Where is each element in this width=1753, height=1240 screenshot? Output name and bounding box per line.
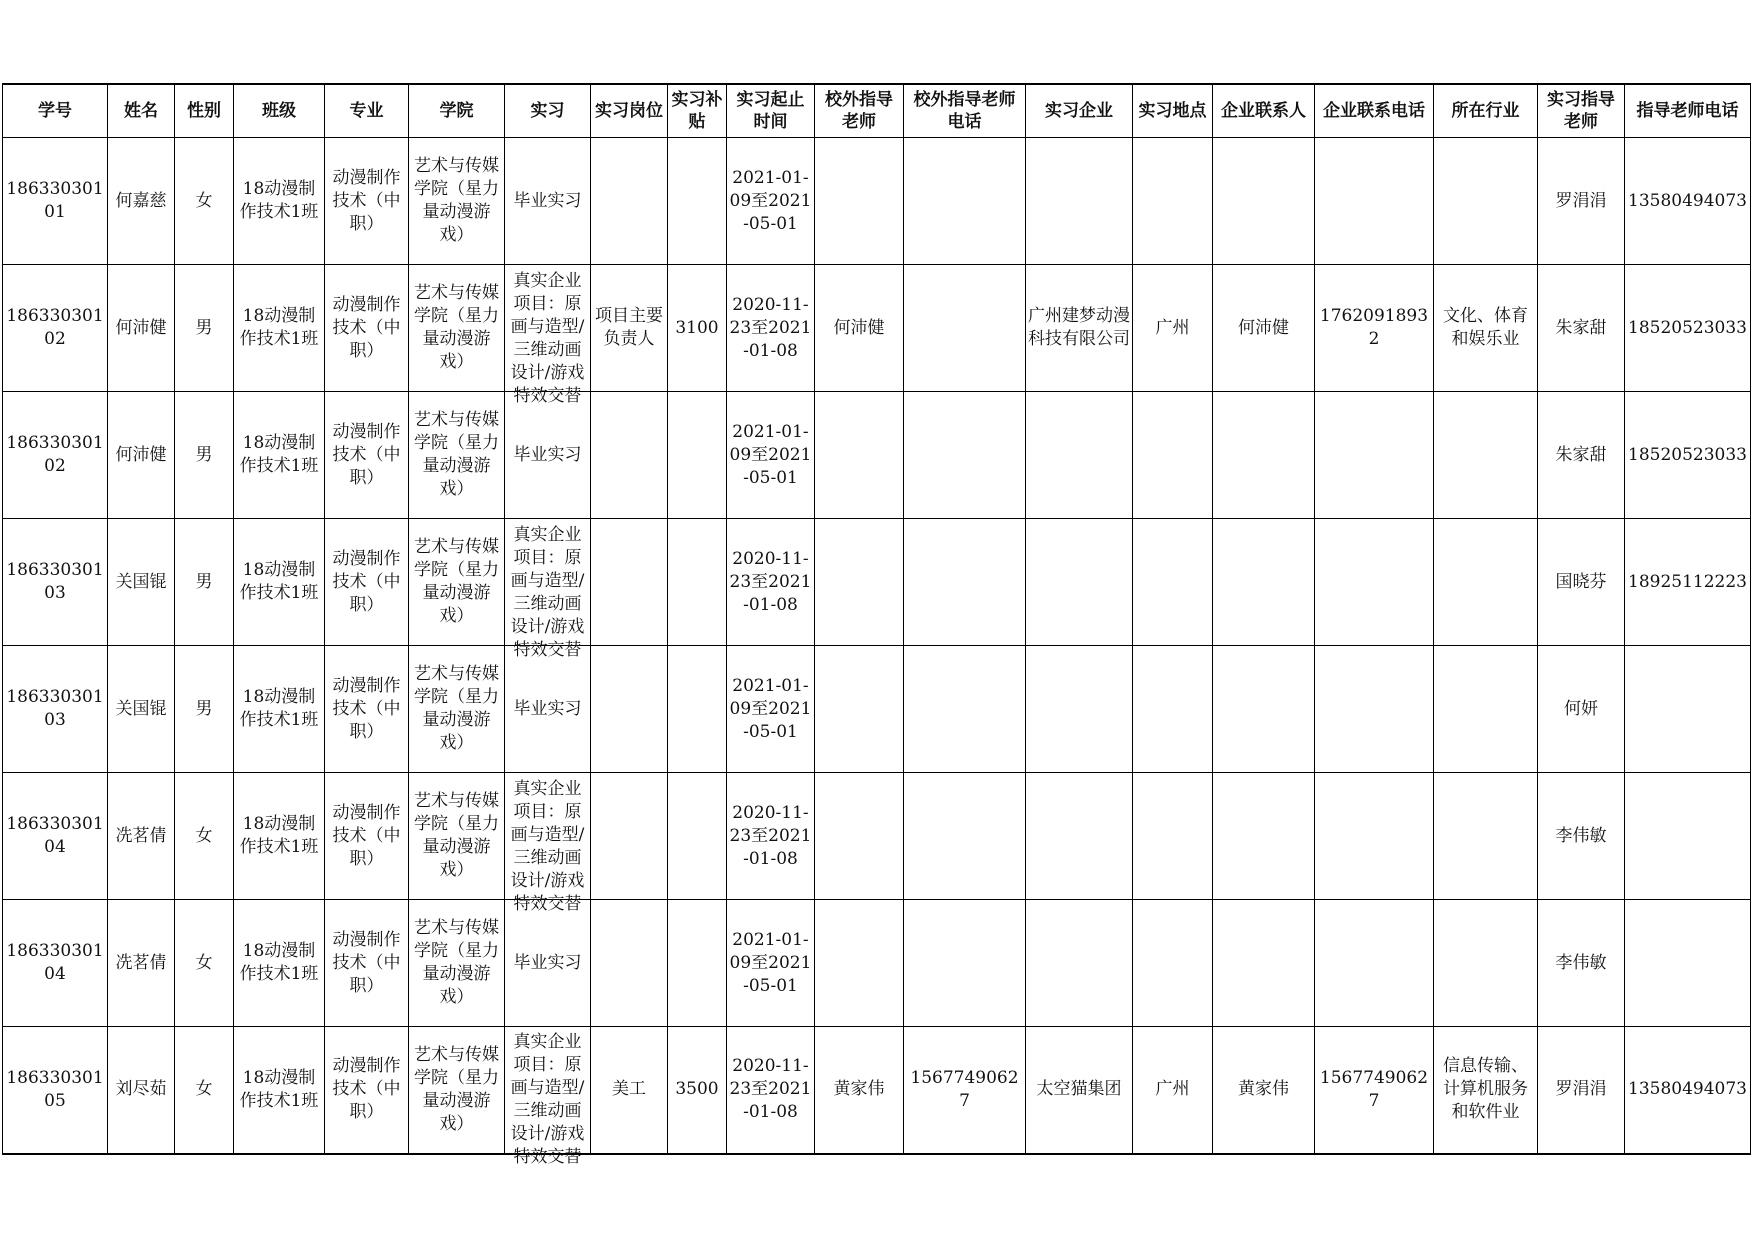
cell-text: 真实企业项目：原画与造型/三维动画设计/游戏特效交替 bbox=[510, 778, 585, 914]
table-row bbox=[3, 646, 1751, 773]
cell-text: 18633030105 bbox=[6, 1067, 104, 1111]
table-cell bbox=[505, 900, 591, 1027]
table-cell bbox=[591, 1027, 668, 1154]
table-row bbox=[3, 138, 1751, 265]
table-cell bbox=[1434, 773, 1538, 900]
cell-text: 广州 bbox=[1155, 1079, 1190, 1100]
cell-text: 罗涓涓 bbox=[1555, 1079, 1607, 1100]
cell-text: 冼茗倩 bbox=[115, 825, 167, 846]
table-cell bbox=[1625, 138, 1751, 265]
cell-text: 真实企业项目：原画与造型/三维动画设计/游戏特效交替 bbox=[510, 1032, 585, 1168]
column-header: 学号 bbox=[3, 84, 108, 138]
table-cell bbox=[591, 900, 668, 1027]
cell-text: 18633030101 bbox=[6, 179, 104, 222]
table-cell bbox=[1538, 1027, 1625, 1154]
cell-text: 女 bbox=[195, 190, 213, 211]
table-cell bbox=[591, 265, 668, 392]
cell-text: 真实企业项目：原画与造型/三维动画设计/游戏特效交替 bbox=[510, 270, 585, 406]
table-cell bbox=[175, 646, 234, 773]
cell-text: 广州建梦动漫科技有限公司 bbox=[1028, 306, 1130, 349]
table-cell bbox=[1213, 138, 1315, 265]
column-header: 实习指导老师 bbox=[1538, 84, 1625, 138]
table-cell bbox=[815, 646, 904, 773]
table-cell bbox=[3, 519, 108, 646]
table-cell bbox=[409, 900, 505, 1027]
cell-text: 关国锟 bbox=[115, 571, 167, 592]
table-cell bbox=[1434, 138, 1538, 265]
cell-text: 艺术与传媒学院（星力量动漫游戏） bbox=[414, 410, 499, 499]
cell-text: 18动漫制作技术1班 bbox=[239, 179, 319, 222]
cell-text: 18动漫制作技术1班 bbox=[239, 814, 319, 857]
cell-text: 艺术与传媒学院（星力量动漫游戏） bbox=[414, 283, 499, 372]
column-header: 校外指导老师 bbox=[815, 84, 904, 138]
table-cell bbox=[1315, 900, 1434, 1027]
table-cell bbox=[409, 392, 505, 519]
table-cell bbox=[727, 646, 815, 773]
table-cell bbox=[505, 773, 591, 914]
cell-text: 18动漫制作技术1班 bbox=[239, 687, 319, 730]
cell-text: 3100 bbox=[675, 317, 719, 338]
cell-text: 13580494073 bbox=[1628, 1079, 1747, 1100]
column-header: 企业联系电话 bbox=[1315, 84, 1434, 138]
table-cell bbox=[1315, 1027, 1434, 1154]
column-header: 企业联系人 bbox=[1213, 84, 1315, 138]
table-cell bbox=[1133, 138, 1213, 265]
cell-text: 朱家甜 bbox=[1555, 444, 1607, 465]
table-cell bbox=[1315, 265, 1434, 392]
table-cell bbox=[815, 900, 904, 1027]
table-cell bbox=[1538, 392, 1625, 519]
table-cell bbox=[1538, 900, 1625, 1027]
table-cell bbox=[3, 646, 108, 773]
table-header bbox=[3, 84, 1751, 138]
table-cell bbox=[1434, 646, 1538, 773]
cell-text: 毕业实习 bbox=[513, 190, 582, 211]
table-cell bbox=[325, 773, 409, 900]
table-cell bbox=[815, 138, 904, 265]
table-cell bbox=[409, 265, 505, 392]
table-cell bbox=[1315, 138, 1434, 265]
cell-text: 毕业实习 bbox=[513, 698, 582, 719]
cell-text: 17620918932 bbox=[1319, 306, 1429, 349]
table-cell bbox=[234, 392, 325, 519]
table-cell bbox=[1213, 900, 1315, 1027]
cell-text: 男 bbox=[195, 698, 213, 719]
table-cell bbox=[591, 519, 668, 646]
table-cell bbox=[904, 392, 1026, 519]
column-header: 指导老师电话 bbox=[1625, 84, 1751, 138]
table-cell bbox=[727, 265, 815, 392]
table-cell bbox=[108, 900, 175, 1027]
table-cell bbox=[234, 138, 325, 265]
cell-text: 美工 bbox=[612, 1079, 646, 1100]
table-cell bbox=[815, 392, 904, 519]
table-cell bbox=[175, 392, 234, 519]
table-cell bbox=[409, 773, 505, 900]
table-cell bbox=[1213, 519, 1315, 646]
table-cell bbox=[175, 773, 234, 900]
cell-text: 动漫制作技术（中职） bbox=[332, 548, 401, 615]
cell-text: 艺术与传媒学院（星力量动漫游戏） bbox=[414, 537, 499, 626]
table-cell bbox=[409, 138, 505, 265]
table-cell bbox=[325, 1027, 409, 1154]
table-cell bbox=[108, 773, 175, 900]
column-header: 校外指导老师电话 bbox=[904, 84, 1026, 138]
table-cell bbox=[325, 646, 409, 773]
cell-text: 项目主要负责人 bbox=[595, 306, 663, 349]
table-cell bbox=[1315, 392, 1434, 519]
table-row bbox=[3, 392, 1751, 519]
cell-text: 2021-01-09至2021-05-01 bbox=[729, 167, 812, 234]
cell-text: 广州 bbox=[1155, 317, 1190, 338]
table-cell bbox=[325, 265, 409, 392]
table-cell bbox=[175, 265, 234, 392]
table-cell bbox=[3, 138, 108, 265]
table-cell bbox=[1133, 392, 1213, 519]
cell-text: 18动漫制作技术1班 bbox=[239, 306, 319, 349]
table-cell bbox=[1026, 519, 1133, 646]
table-cell bbox=[1434, 1027, 1538, 1154]
table-cell bbox=[108, 392, 175, 519]
table-cell bbox=[1315, 519, 1434, 646]
table-cell bbox=[1133, 900, 1213, 1027]
cell-text: 18633030104 bbox=[6, 814, 104, 857]
table-cell bbox=[108, 646, 175, 773]
column-header: 性别 bbox=[175, 84, 234, 138]
table-cell bbox=[325, 519, 409, 646]
table-cell bbox=[1133, 519, 1213, 646]
column-header: 所在行业 bbox=[1434, 84, 1538, 138]
table-row bbox=[3, 519, 1751, 646]
table-cell bbox=[1213, 1027, 1315, 1154]
table-row bbox=[3, 1027, 1751, 1154]
column-header: 实习 bbox=[505, 84, 591, 138]
table-cell bbox=[409, 646, 505, 773]
cell-text: 2021-01-09至2021-05-01 bbox=[729, 421, 812, 488]
cell-text: 何沛健 bbox=[1238, 317, 1289, 338]
table-cell bbox=[1538, 138, 1625, 265]
cell-text: 男 bbox=[195, 317, 213, 338]
cell-text: 18动漫制作技术1班 bbox=[239, 1067, 319, 1111]
cell-text: 女 bbox=[195, 1079, 213, 1100]
table-cell bbox=[1133, 773, 1213, 900]
cell-text: 冼茗倩 bbox=[115, 952, 167, 973]
table-cell bbox=[1625, 773, 1751, 900]
table-cell bbox=[234, 265, 325, 392]
cell-text: 动漫制作技术（中职） bbox=[332, 421, 401, 488]
cell-text: 18动漫制作技术1班 bbox=[239, 433, 319, 476]
table-cell bbox=[1538, 646, 1625, 773]
table-cell bbox=[1538, 519, 1625, 646]
cell-text: 2020-11-23至2021-01-08 bbox=[729, 294, 812, 361]
table-cell bbox=[668, 646, 727, 773]
table-cell bbox=[1026, 392, 1133, 519]
column-header: 姓名 bbox=[108, 84, 175, 138]
table-cell bbox=[234, 519, 325, 646]
table-cell bbox=[815, 519, 904, 646]
table-row bbox=[3, 265, 1751, 392]
cell-text: 罗涓涓 bbox=[1555, 190, 1607, 211]
table-cell bbox=[1434, 519, 1538, 646]
table-cell bbox=[727, 519, 815, 646]
column-header: 班级 bbox=[234, 84, 325, 138]
cell-text: 15677490627 bbox=[910, 1067, 1019, 1111]
cell-text: 艺术与传媒学院（星力量动漫游戏） bbox=[414, 664, 499, 753]
cell-text: 18633030103 bbox=[6, 560, 104, 603]
table-cell bbox=[1625, 646, 1751, 773]
column-header: 实习企业 bbox=[1026, 84, 1133, 138]
table-cell bbox=[505, 265, 591, 406]
cell-text: 2021-01-09至2021-05-01 bbox=[729, 675, 812, 742]
table-cell bbox=[1213, 265, 1315, 392]
cell-text: 艺术与传媒学院（星力量动漫游戏） bbox=[414, 156, 499, 245]
cell-text: 艺术与传媒学院（星力量动漫游戏） bbox=[414, 1044, 499, 1134]
table-cell bbox=[108, 265, 175, 392]
cell-text: 何沛健 bbox=[115, 317, 167, 338]
table-cell bbox=[668, 138, 727, 265]
table-cell bbox=[668, 392, 727, 519]
cell-text: 信息传输、计算机服务和软件业 bbox=[1443, 1056, 1528, 1123]
cell-text: 18动漫制作技术1班 bbox=[239, 941, 319, 984]
cell-text: 何妍 bbox=[1564, 698, 1598, 719]
cell-text: 黄家伟 bbox=[833, 1079, 885, 1100]
table-cell bbox=[591, 138, 668, 265]
table-cell bbox=[1625, 519, 1751, 646]
table-cell bbox=[409, 519, 505, 646]
table-cell bbox=[1213, 646, 1315, 773]
cell-text: 何沛健 bbox=[115, 444, 167, 465]
table-cell bbox=[727, 900, 815, 1027]
cell-text: 动漫制作技术（中职） bbox=[332, 167, 401, 234]
cell-text: 李伟敏 bbox=[1555, 825, 1607, 846]
table-cell bbox=[325, 900, 409, 1027]
column-header: 实习起止时间 bbox=[727, 84, 815, 138]
table-cell bbox=[108, 1027, 175, 1154]
table-cell bbox=[904, 265, 1026, 392]
cell-text: 关国锟 bbox=[115, 698, 167, 719]
cell-text: 18633030102 bbox=[6, 306, 104, 349]
table-cell bbox=[409, 1027, 505, 1154]
cell-text: 毕业实习 bbox=[513, 444, 582, 465]
table-cell bbox=[904, 900, 1026, 1027]
table-cell bbox=[1625, 900, 1751, 1027]
cell-text: 18633030104 bbox=[6, 941, 104, 984]
table-cell bbox=[1133, 265, 1213, 392]
table-cell bbox=[234, 646, 325, 773]
cell-text: 动漫制作技术（中职） bbox=[332, 929, 401, 996]
table-cell bbox=[1538, 265, 1625, 392]
table-cell bbox=[727, 138, 815, 265]
cell-text: 毕业实习 bbox=[513, 952, 582, 973]
table-cell bbox=[3, 392, 108, 519]
cell-text: 动漫制作技术（中职） bbox=[332, 802, 401, 869]
cell-text: 3500 bbox=[675, 1079, 719, 1100]
table-cell bbox=[108, 519, 175, 646]
table-cell bbox=[505, 1027, 591, 1168]
table-cell bbox=[591, 646, 668, 773]
cell-text: 2020-11-23至2021-01-08 bbox=[729, 1056, 812, 1123]
cell-text: 18925112223 bbox=[1628, 571, 1747, 592]
table-cell bbox=[727, 392, 815, 519]
cell-text: 男 bbox=[195, 444, 213, 465]
table-cell bbox=[668, 773, 727, 900]
table-cell bbox=[904, 519, 1026, 646]
cell-text: 文化、体育和娱乐业 bbox=[1443, 306, 1528, 349]
column-header: 实习补贴 bbox=[668, 84, 727, 138]
table-cell bbox=[1213, 773, 1315, 900]
cell-text: 18动漫制作技术1班 bbox=[239, 560, 319, 603]
cell-text: 何沛健 bbox=[833, 317, 885, 338]
table-cell bbox=[668, 900, 727, 1027]
table-cell bbox=[1625, 265, 1751, 392]
cell-text: 2021-01-09至2021-05-01 bbox=[729, 929, 812, 996]
cell-text: 动漫制作技术（中职） bbox=[332, 294, 401, 361]
table-cell bbox=[1026, 646, 1133, 773]
table-cell bbox=[904, 646, 1026, 773]
cell-text: 艺术与传媒学院（星力量动漫游戏） bbox=[414, 918, 499, 1007]
table-cell bbox=[175, 138, 234, 265]
cell-text: 13580494073 bbox=[1628, 190, 1747, 211]
table-cell bbox=[234, 773, 325, 900]
table-cell bbox=[1434, 900, 1538, 1027]
cell-text: 动漫制作技术（中职） bbox=[332, 1056, 401, 1123]
table-cell bbox=[505, 138, 591, 265]
table-row bbox=[3, 773, 1751, 900]
table-cell bbox=[3, 265, 108, 392]
column-header: 专业 bbox=[325, 84, 409, 138]
table-cell bbox=[1026, 773, 1133, 900]
table-cell bbox=[815, 1027, 904, 1154]
table-cell bbox=[3, 1027, 108, 1154]
cell-text: 黄家伟 bbox=[1238, 1079, 1289, 1100]
table-cell bbox=[1133, 646, 1213, 773]
cell-text: 刘尽茹 bbox=[115, 1079, 167, 1100]
table-cell bbox=[1315, 773, 1434, 900]
table-cell bbox=[3, 773, 108, 900]
cell-text: 动漫制作技术（中职） bbox=[332, 675, 401, 742]
cell-text: 女 bbox=[195, 952, 213, 973]
table-cell bbox=[591, 392, 668, 519]
table-cell bbox=[727, 773, 815, 900]
cell-text: 男 bbox=[195, 571, 213, 592]
table-cell bbox=[505, 519, 591, 660]
table-cell bbox=[175, 900, 234, 1027]
table-cell bbox=[591, 773, 668, 900]
table-cell bbox=[1026, 265, 1133, 392]
cell-text: 2020-11-23至2021-01-08 bbox=[729, 548, 812, 615]
table-cell bbox=[815, 265, 904, 392]
column-header: 实习岗位 bbox=[591, 84, 668, 138]
table-cell bbox=[108, 138, 175, 265]
internship-table bbox=[2, 83, 1751, 1168]
table-cell bbox=[668, 519, 727, 646]
table-cell bbox=[668, 1027, 727, 1154]
table-cell bbox=[3, 900, 108, 1027]
cell-text: 18520523033 bbox=[1628, 444, 1747, 465]
table-cell bbox=[1026, 138, 1133, 265]
table-cell bbox=[175, 519, 234, 646]
table-cell bbox=[1026, 1027, 1133, 1154]
cell-text: 何嘉慈 bbox=[115, 190, 167, 211]
table-cell bbox=[1434, 392, 1538, 519]
table-cell bbox=[904, 138, 1026, 265]
cell-text: 朱家甜 bbox=[1555, 317, 1607, 338]
header-row bbox=[3, 84, 1751, 138]
table-cell bbox=[325, 138, 409, 265]
table-cell bbox=[505, 646, 591, 773]
table-row bbox=[3, 900, 1751, 1027]
cell-text: 2020-11-23至2021-01-08 bbox=[729, 802, 812, 869]
column-header: 学院 bbox=[409, 84, 505, 138]
cell-text: 18633030103 bbox=[6, 687, 104, 730]
cell-text: 女 bbox=[195, 825, 213, 846]
table-cell bbox=[1213, 392, 1315, 519]
table-cell bbox=[1434, 265, 1538, 392]
table-body bbox=[3, 138, 1751, 1168]
table-cell bbox=[1538, 773, 1625, 900]
cell-text: 18520523033 bbox=[1628, 317, 1747, 338]
table-cell bbox=[325, 392, 409, 519]
column-header: 实习地点 bbox=[1133, 84, 1213, 138]
table-cell bbox=[1315, 646, 1434, 773]
table-cell bbox=[727, 1027, 815, 1154]
table-cell bbox=[815, 773, 904, 900]
cell-text: 李伟敏 bbox=[1555, 952, 1607, 973]
table-cell bbox=[668, 265, 727, 392]
cell-text: 15677490627 bbox=[1319, 1067, 1429, 1111]
table-cell bbox=[505, 392, 591, 519]
table-cell bbox=[904, 1027, 1026, 1154]
table-cell bbox=[234, 900, 325, 1027]
table-cell bbox=[175, 1027, 234, 1154]
cell-text: 艺术与传媒学院（星力量动漫游戏） bbox=[414, 791, 499, 880]
table-cell bbox=[1133, 1027, 1213, 1154]
cell-text: 太空猫集团 bbox=[1036, 1079, 1122, 1100]
cell-text: 真实企业项目：原画与造型/三维动画设计/游戏特效交替 bbox=[510, 524, 585, 660]
cell-text: 国晓芬 bbox=[1555, 571, 1607, 592]
cell-text: 18633030102 bbox=[6, 433, 104, 476]
table-cell bbox=[1625, 1027, 1751, 1154]
table-cell bbox=[234, 1027, 325, 1154]
table-cell bbox=[1625, 392, 1751, 519]
table-cell bbox=[1026, 900, 1133, 1027]
table-cell bbox=[904, 773, 1026, 900]
